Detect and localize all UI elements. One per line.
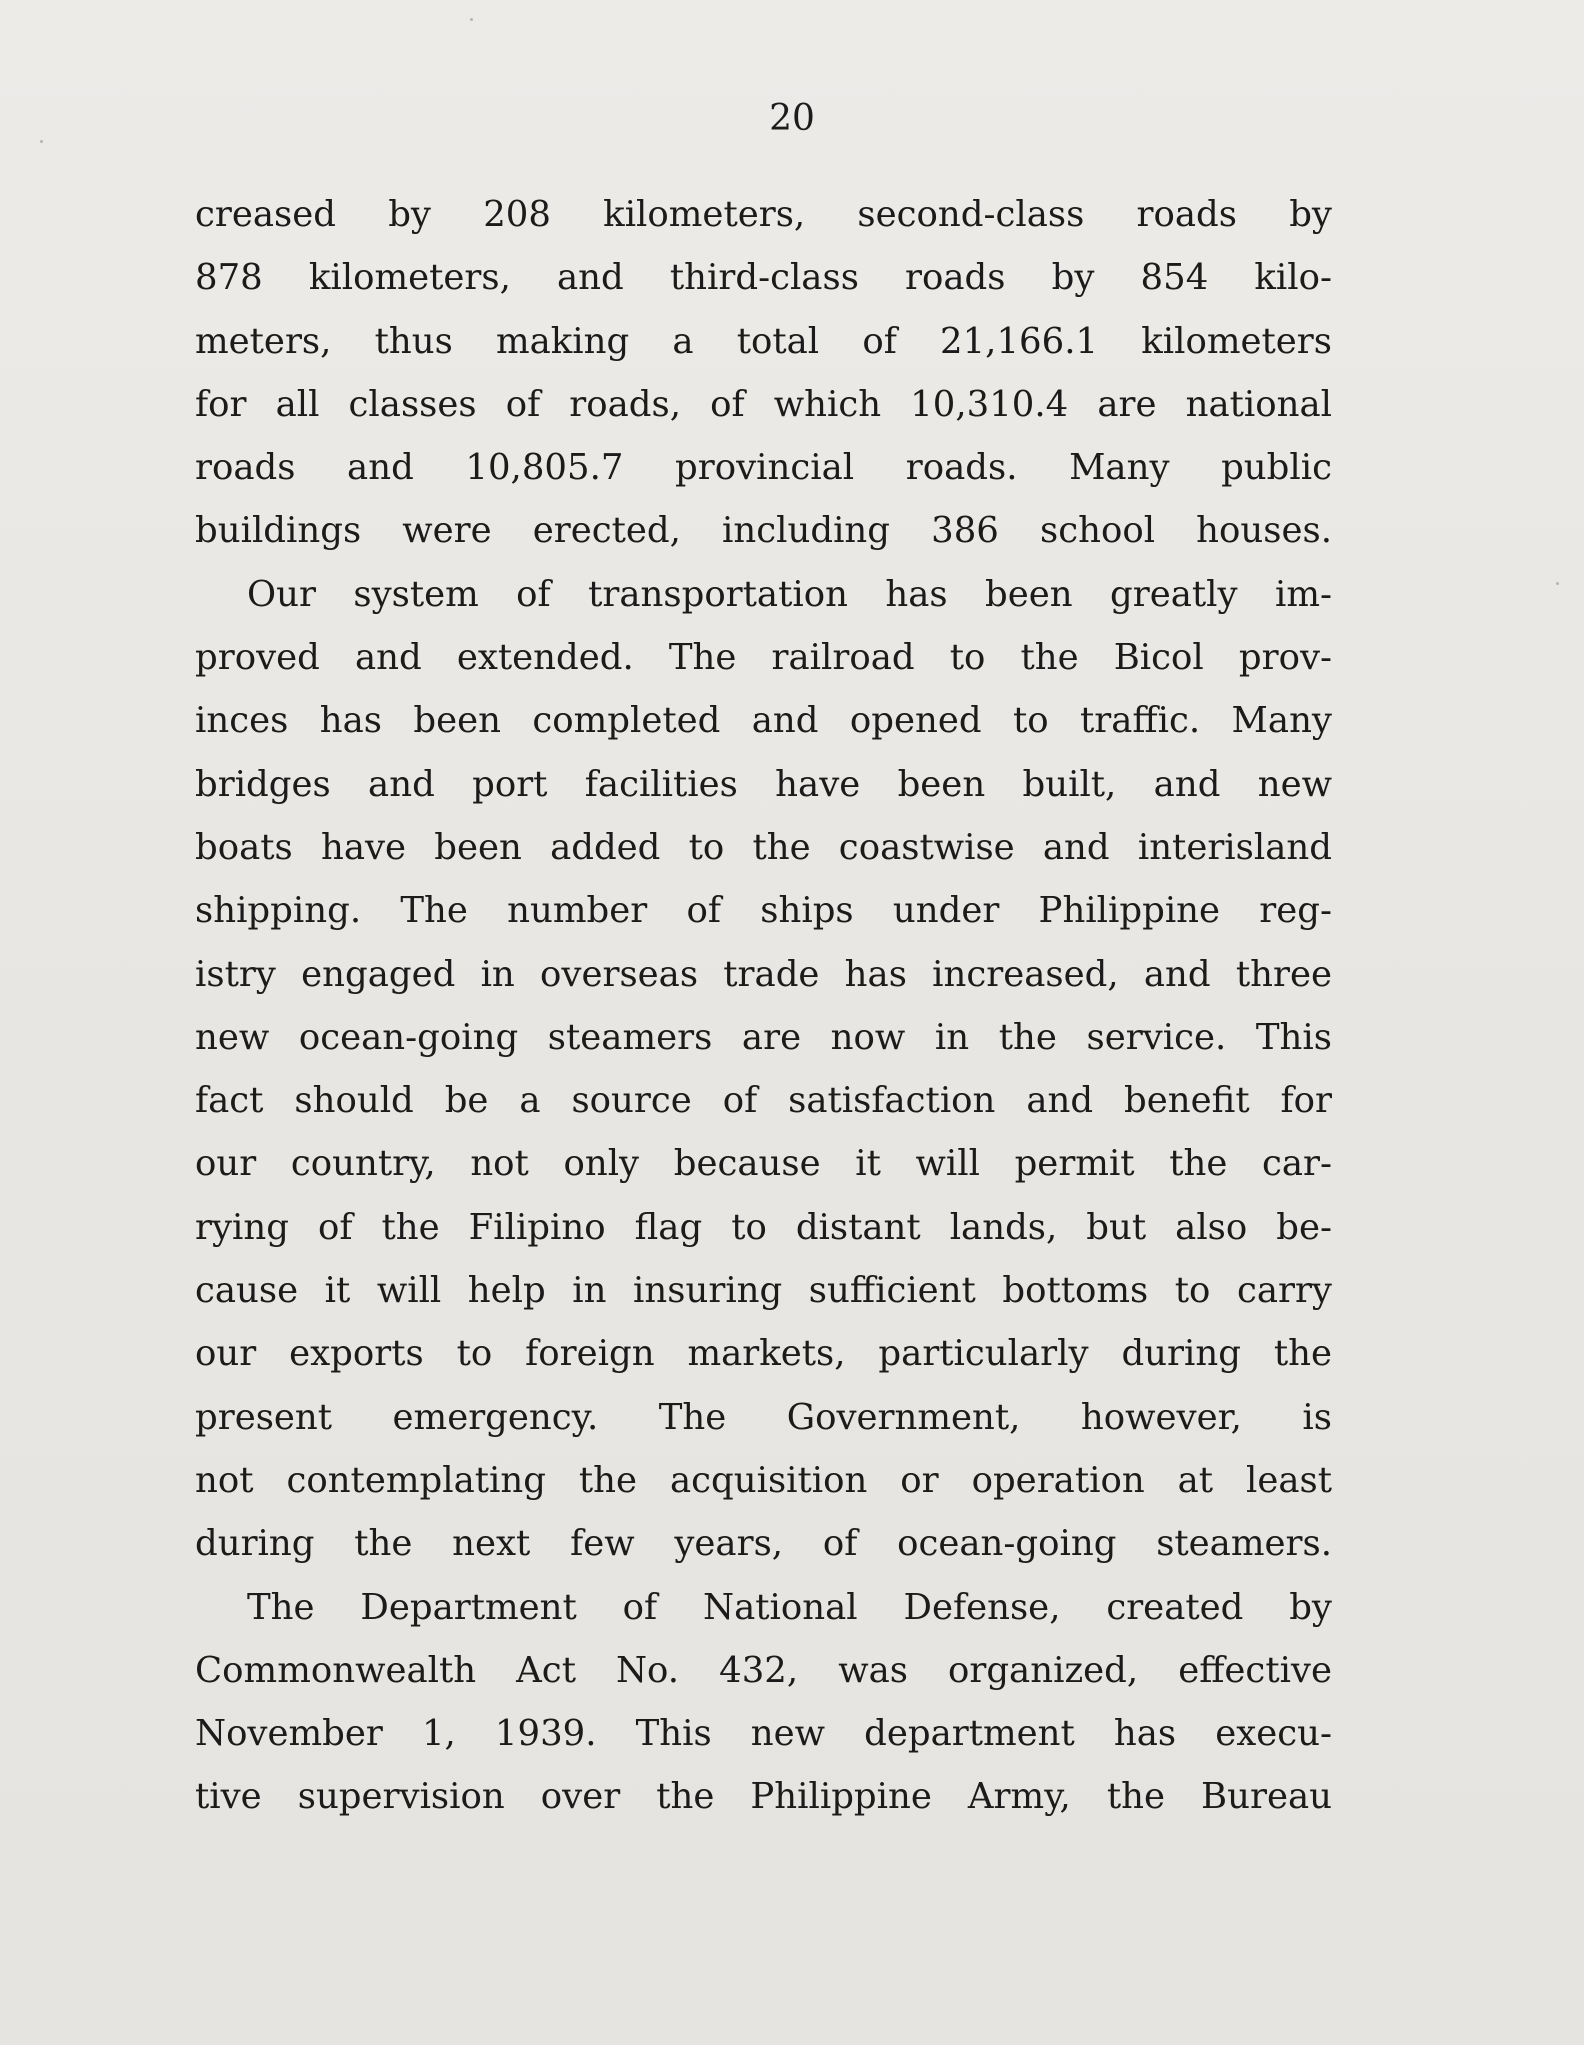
text-line: our country, not only because it will permit the car-	[195, 1143, 1332, 1185]
text-line: our exports to foreign markets, particularly during the	[195, 1333, 1332, 1375]
body-text	[195, 183, 1332, 1829]
text-line: tive supervision over the Philippine Army, the Bureau	[195, 1776, 1332, 1818]
text-line: roads and 10,805.7 provincial roads. Many public	[195, 447, 1332, 489]
text-line: inces has been completed and opened to traffic. Many	[195, 700, 1332, 742]
text-line: November 1, 1939. This new department has execu-	[195, 1713, 1332, 1755]
text-line: rying of the Filipino flag to distant lands, but also be-	[195, 1206, 1332, 1248]
text-line: fact should be a source of satisfaction and benefit for	[195, 1080, 1332, 1122]
text-line: Commonwealth Act No. 432, was organized, effective	[195, 1649, 1332, 1691]
text-line: bridges and port facilities have been built, and new	[195, 763, 1332, 805]
text-line: present emergency. The Government, however, is	[195, 1396, 1332, 1438]
text-line: proved and extended. The railroad to the Bicol prov-	[195, 637, 1332, 679]
text-line: 878 kilometers, and third-class roads by 854 kilo-	[195, 257, 1332, 299]
paper-speck	[470, 18, 473, 21]
text-line: boats have been added to the coastwise and interisland	[195, 826, 1332, 868]
text-line: for all classes of roads, of which 10,310.4 are national	[195, 383, 1332, 425]
text-line: during the next few years, of ocean-going steamers.	[195, 1523, 1332, 1565]
text-line: buildings were erected, including 386 school houses.	[195, 510, 1332, 552]
page-number: 20	[769, 98, 815, 139]
paragraph	[195, 1576, 1332, 1829]
text-line: creased by 208 kilometers, second-class roads by	[195, 194, 1332, 235]
text-line: new ocean-going steamers are now in the service. This	[195, 1016, 1332, 1058]
paper-speck	[1556, 582, 1559, 585]
text-line: Our system of transportation has been greatly im-	[247, 573, 1332, 615]
paragraph	[195, 563, 1332, 1576]
text-line: not contemplating the acquisition or operation at least	[195, 1459, 1332, 1501]
text-line: cause it will help in insuring sufficient bottoms to carry	[195, 1270, 1332, 1312]
text-line: The Department of National Defense, created by	[247, 1586, 1332, 1628]
text-line: istry engaged in overseas trade has increased, and three	[195, 953, 1332, 995]
paper-speck	[40, 140, 43, 143]
text-line: meters, thus making a total of 21,166.1 kilometers	[195, 320, 1332, 362]
paragraph	[195, 183, 1332, 563]
text-line: shipping. The number of ships under Philippine reg-	[195, 890, 1332, 932]
